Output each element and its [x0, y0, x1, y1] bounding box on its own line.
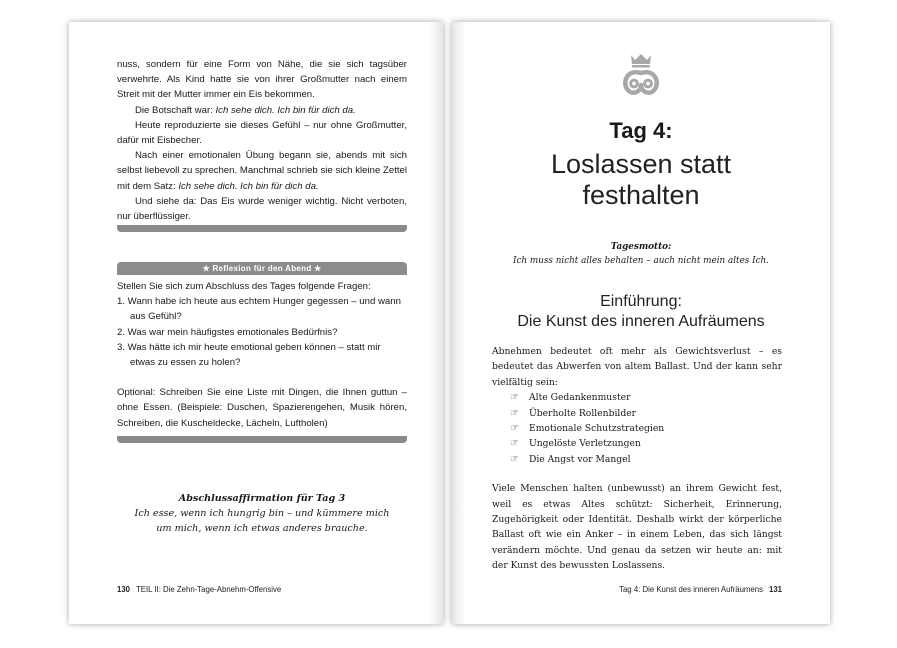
intro-heading: Einführung: Die Kunst des inneren Aufräumens [517, 293, 765, 330]
running-head: TEIL II: Die Zehn-Tage-Abnehm-Offensive [136, 585, 282, 594]
pointing-hand-icon: ☞ [510, 407, 519, 419]
day-title: Tag 4: [609, 118, 673, 143]
paragraph: Heute reproduzierte sie dieses Gefühl – nur ohne Großmutter, dafür mit Eisbecher. [117, 119, 407, 147]
pointing-hand-icon: ☞ [510, 423, 519, 435]
list-item: ☞ Emotionale Schutzstrategien [510, 421, 782, 436]
motto-label: Tagesmotto: [610, 242, 672, 252]
paragraph: Viele Menschen halten (unbewusst) an ihrem Gewicht fest, weil es etwas Altes schützt: Sicherheit, Erinnerung, Zugehörigkeit oder Identität. Deshalb wirkt der körperliche Ballast oft wie ein Anker – in einem Leben, das sich längst verändern möchte. Und genau da setzen wir heute an: mit der Kunst des bewussten Loslassens. [492, 483, 782, 572]
gutter-shadow [429, 22, 443, 624]
running-head: Tag 4: Die Kunst des inneren Aufräumens [619, 585, 763, 594]
motto-text: Ich muss nicht alles behalten – auch nicht mein altes Ich. [513, 256, 769, 266]
affirmation-line: um mich, wenn ich etwas anderes brauche. [156, 523, 368, 534]
affirmation-title: Abschlussaffirmation für Tag 3 [178, 493, 346, 504]
reflection-banner: ★ Reflexion für den Abend ★ [117, 262, 407, 275]
list-item: ☞ Alte Gedankenmuster [510, 390, 782, 405]
pointing-hand-icon: ☞ [510, 392, 519, 404]
list-item: 2. Was war mein häufigstes emotionales Bedürfnis? [117, 326, 338, 338]
paragraph: Abnehmen bedeutet oft mehr als Gewichtsverlust – es bedeutet das Abwerfen von altem Ballast. Und der kann sehr vielfältig sein: [492, 346, 782, 388]
chapter-title: Loslassen statt festhalten [550, 149, 732, 210]
reflection-intro: Stellen Sie sich zum Abschluss des Tages folgende Fragen: [117, 281, 371, 292]
affirmation [117, 491, 407, 536]
list-item: 3. Was hätte ich mir heute emotional geben können – statt mir etwas zu essen zu holen? [117, 341, 381, 369]
page-number: 130 [117, 585, 131, 594]
page-number: 131 [768, 585, 782, 594]
affirmation-line: Ich esse, wenn ich hungrig bin – und kümmere mich [134, 508, 390, 519]
right-body [492, 344, 782, 574]
bullet-list [510, 390, 782, 467]
paragraph: Nach einer emotionalen Übung begann sie, abends mit sich selbst liebevoll zu sprechen. Manchmal schrieb sie sich kleine Zettel mit dem Satz: Ich sehe dich. Ich bin für dich da. [117, 150, 407, 192]
paragraph: Und siehe da: Das Eis wurde weniger wichtig. Nicht verboten, nur überflüssiger. [117, 195, 407, 223]
left-body-top [117, 57, 407, 224]
list-item: ☞ Überholte Rollenbilder [510, 406, 782, 421]
paragraph: nuss, sondern für eine Form von Nähe, die sie sich tagsüber verwehrte. Als Kind hatte sie von ihrer Großmutter nach einem Streit mit der Mutter immer ein Eis bekommen. [117, 59, 407, 101]
section-rule [117, 225, 407, 232]
pointing-hand-icon: ☞ [510, 438, 519, 450]
right-footer [619, 585, 782, 594]
reflection-body [117, 279, 407, 431]
list-item: ☞ Ungelöste Verletzungen [510, 436, 782, 451]
list-item: 1. Wann habe ich heute aus echtem Hunger gegessen – und wann aus Gefühl? [117, 296, 401, 323]
pointing-hand-icon: ☞ [510, 453, 519, 465]
left-page [69, 22, 443, 624]
list-item: ☞ Die Angst vor Mangel [510, 452, 782, 467]
day-motto [452, 240, 830, 268]
optional-paragraph: Optional: Schreiben Sie eine Liste mit Dingen, die Ihnen guttun – ohne Essen. (Beispiele: Duschen, Spazierengehen, Musik hören, Schreiben, die Kuscheldecke, Lächeln, Luftholen) [117, 387, 407, 429]
section-rule [117, 436, 407, 443]
question-list [117, 294, 407, 370]
right-page [452, 22, 830, 624]
crown-knot-icon [618, 52, 664, 100]
message-paragraph: Die Botschaft war: Ich sehe dich. Ich bin für dich da. [135, 104, 356, 116]
left-footer [117, 585, 281, 594]
